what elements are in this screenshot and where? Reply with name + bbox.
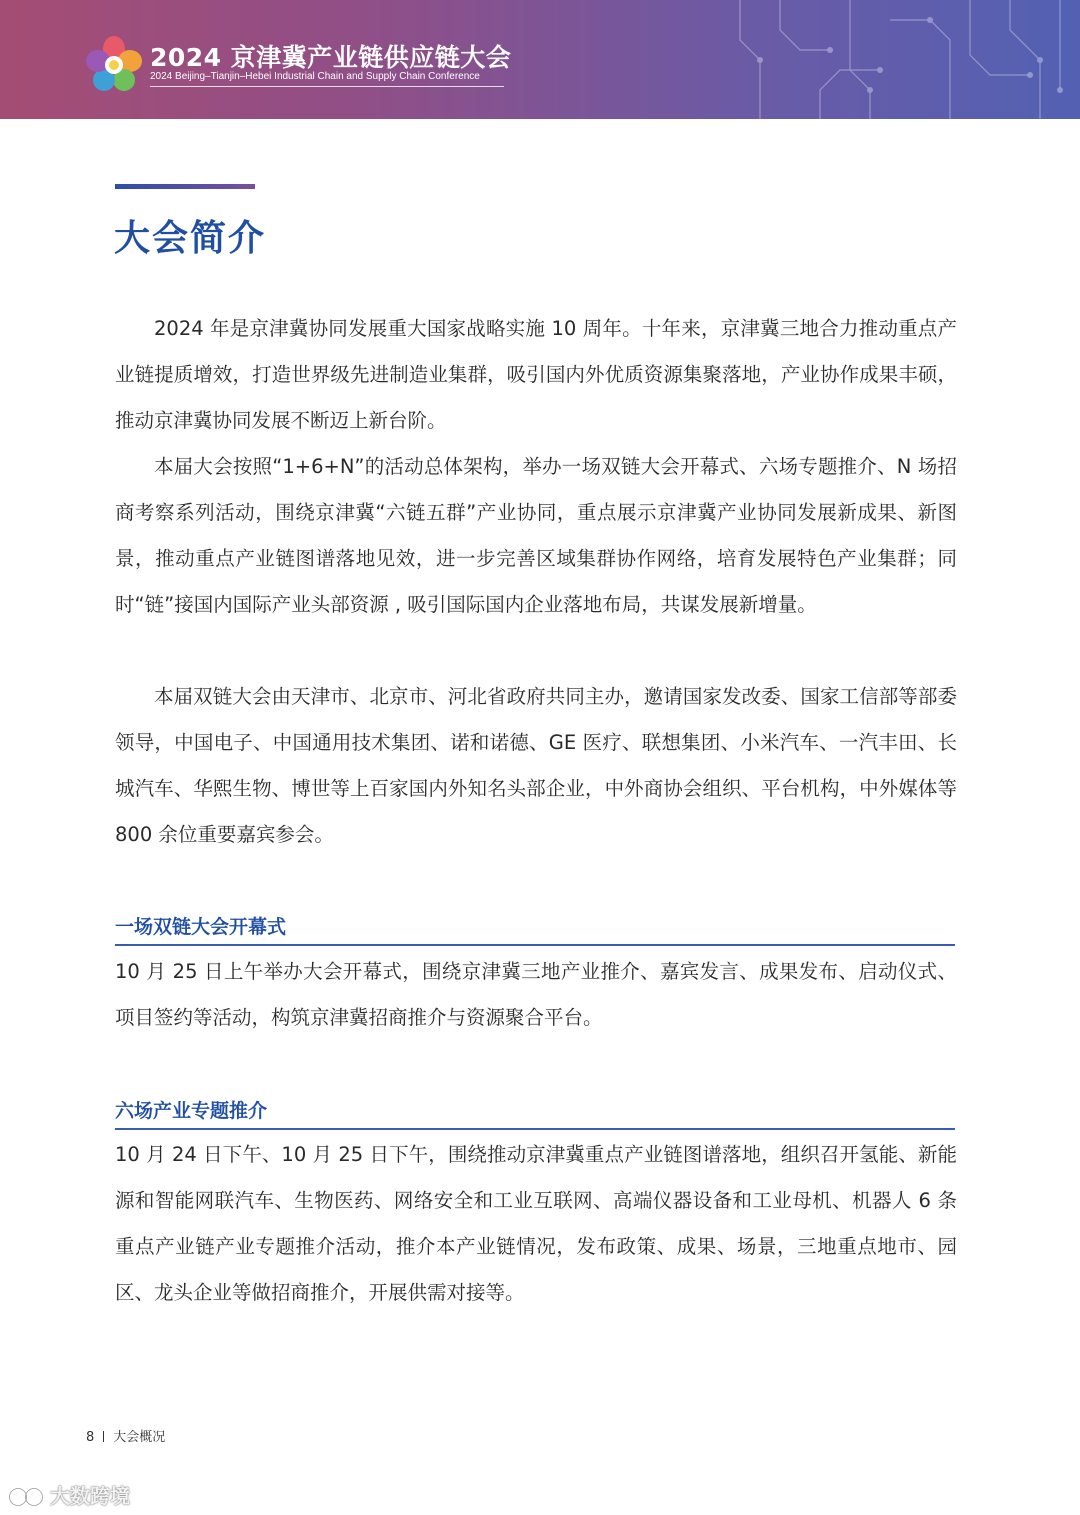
intro-paragraph-3: 本届双链大会由天津市、北京市、河北省政府共同主办，邀请国家发改委、国家工信部等部委领导，中国电子、中国通用技术集团、诺和诺德、GE 医疗、联想集团、小米汽车、一汽丰田、长城汽车、华熙生物、博世等上百家国内外知名头部企业，中外商协会组织、平台机构，中外媒体等 800 余位重要嘉宾参会。 bbox=[115, 685, 957, 846]
subsection-text-opening: 10 月 25 日上午举办大会开幕式，围绕京津冀三地产业推介、嘉宾发言、成果发布、启动仪式、项目签约等活动，构筑京津冀招商推介与资源聚合平台。 bbox=[115, 960, 957, 1029]
conference-subtitle: 2024 Beijing–Tianjin–Hebei Industrial Chain and Supply Chain Conference bbox=[150, 71, 480, 82]
subsection-heading-opening: 一场双链大会开幕式 bbox=[115, 916, 287, 938]
watermark-text: 大数跨境 bbox=[50, 1484, 130, 1508]
page-number: 8 bbox=[86, 1430, 95, 1445]
page-title: 大会简介 bbox=[114, 218, 267, 259]
intro-paragraph-2: 本届大会按照“1+6+N”的活动总体架构，举办一场双链大会开幕式、六场专题推介、N 场招商考察系列活动，围绕京津冀“六链五群”产业协同，重点展示京津冀产业协同发展新成果、新图景，推动重点产业链图谱落地见效，进一步完善区域集群协作网络，培育发展特色产业集群；同时“链”接国内国际产业头部资源 , 吸引国际国内企业落地布局，共谋发展新增量。 bbox=[115, 455, 957, 616]
title-accent-bar bbox=[115, 184, 255, 189]
subsection-text-promotions: 10 月 24 日下午、10 月 25 日下午，围绕推动京津冀重点产业链图谱落地，组织召开氢能、新能源和智能网联汽车、生物医药、网络安全和工业互联网、高端仪器设备和工业母机、机器人 6 条重点产业链产业专题推介活动，推介本产业链情况，发布政策、成果、场景，三地重点地市、园区、龙头企业等做招商推介，开展供需对接等。 bbox=[115, 1143, 957, 1304]
conference-title: 2024 京津冀产业链供应链大会 bbox=[150, 43, 512, 72]
watermark bbox=[8, 1480, 130, 1509]
page-footer bbox=[86, 1426, 165, 1445]
header-banner bbox=[0, 0, 1080, 119]
footer-section-name: 大会概况 bbox=[113, 1430, 166, 1445]
circuit-pattern-icon bbox=[720, 0, 1080, 119]
subsection-divider bbox=[115, 1128, 955, 1130]
subtitle-underline bbox=[150, 86, 504, 87]
flower-logo-icon bbox=[84, 35, 144, 95]
intro-paragraph-1: 2024 年是京津冀协同发展重大国家战略实施 10 周年。十年来，京津冀三地合力推动重点产业链提质增效，打造世界级先进制造业集群，吸引国内外优质资源集聚落地，产业协作成果丰硕，推动京津冀协同发展不断迈上新台阶。 bbox=[115, 317, 957, 432]
watermark-logo-icon bbox=[8, 1485, 46, 1509]
subsection-divider bbox=[115, 944, 955, 946]
footer-separator bbox=[103, 1431, 104, 1442]
subsection-heading-promotions: 六场产业专题推介 bbox=[115, 1100, 268, 1122]
